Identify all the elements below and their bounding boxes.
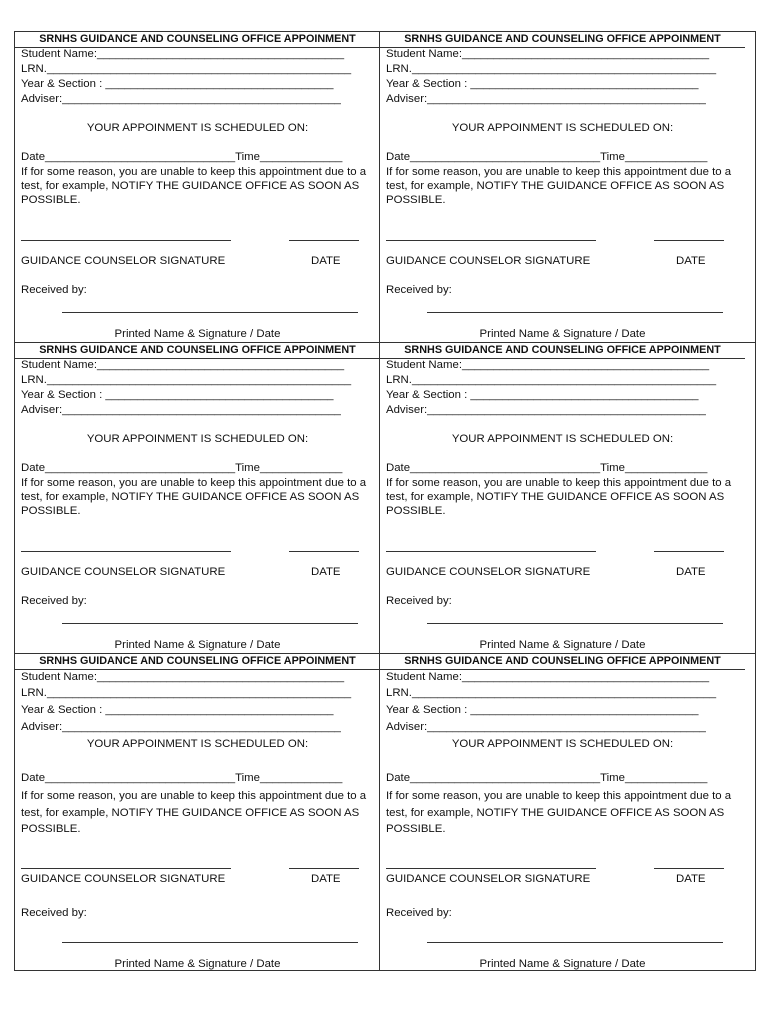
date-time-field: Date______________________________Time_____________ bbox=[386, 462, 708, 474]
student-name-field: Student Name:_______________________________________ bbox=[21, 359, 345, 371]
adviser-field: Adviser:____________________________________________ bbox=[21, 93, 341, 105]
adviser-field: Adviser:____________________________________________ bbox=[386, 93, 706, 105]
scheduled-heading: YOUR APPOINMENT IS SCHEDULED ON: bbox=[86, 122, 309, 134]
received-by-label: Received by: bbox=[21, 907, 87, 919]
date-line bbox=[289, 551, 359, 552]
year-section-field: Year & Section : ____________________________________ bbox=[21, 389, 334, 401]
date-line bbox=[654, 551, 724, 552]
adviser-field: Adviser:____________________________________________ bbox=[386, 721, 706, 733]
year-section-field: Year & Section : ____________________________________ bbox=[21, 704, 334, 716]
notice-text: If for some reason, you are unable to keep this appointment due to a test, for example, NOTIFY THE GUIDANCE OFFICE AS SOON AS POSSIBLE. bbox=[386, 166, 732, 206]
date-line bbox=[654, 240, 724, 241]
appointment-slip bbox=[15, 654, 380, 970]
date-line bbox=[289, 868, 359, 869]
notice-text: If for some reason, you are unable to keep this appointment due to a test, for example, NOTIFY THE GUIDANCE OFFICE AS SOON AS POSSIBLE. bbox=[21, 477, 367, 517]
lrn-field: LRN.________________________________________________ bbox=[21, 687, 352, 699]
printed-name-line bbox=[62, 623, 358, 624]
slip-header: SRNHS GUIDANCE AND COUNSELING OFFICE APPOINMENT bbox=[15, 343, 380, 359]
adviser-field: Adviser:____________________________________________ bbox=[21, 721, 341, 733]
received-by-label: Received by: bbox=[21, 284, 87, 296]
counselor-signature-label: GUIDANCE COUNSELOR SIGNATURE bbox=[386, 873, 591, 885]
lrn-field: LRN.________________________________________________ bbox=[386, 63, 717, 75]
scheduled-heading: YOUR APPOINMENT IS SCHEDULED ON: bbox=[451, 122, 674, 134]
slip-header: SRNHS GUIDANCE AND COUNSELING OFFICE APPOINMENT bbox=[380, 654, 745, 670]
scheduled-heading: YOUR APPOINMENT IS SCHEDULED ON: bbox=[451, 738, 674, 750]
year-section-field: Year & Section : ____________________________________ bbox=[386, 389, 699, 401]
notice-text: If for some reason, you are unable to keep this appointment due to a test, for example, NOTIFY THE GUIDANCE OFFICE AS SOON AS POSSIBLE. bbox=[21, 790, 367, 835]
lrn-field: LRN.________________________________________________ bbox=[21, 374, 352, 386]
printed-name-label: Printed Name & Signature / Date bbox=[479, 958, 646, 970]
date-time-field: Date______________________________Time_____________ bbox=[21, 772, 343, 784]
lrn-field: LRN.________________________________________________ bbox=[386, 687, 717, 699]
counselor-signature-label: GUIDANCE COUNSELOR SIGNATURE bbox=[21, 566, 226, 578]
counselor-signature-label: GUIDANCE COUNSELOR SIGNATURE bbox=[386, 255, 591, 267]
date-time-field: Date______________________________Time_____________ bbox=[21, 462, 343, 474]
printed-name-line bbox=[427, 623, 723, 624]
notice-text: If for some reason, you are unable to keep this appointment due to a test, for example, NOTIFY THE GUIDANCE OFFICE AS SOON AS POSSIBLE. bbox=[386, 477, 732, 517]
date-time-field: Date______________________________Time_____________ bbox=[386, 772, 708, 784]
slip-header: SRNHS GUIDANCE AND COUNSELING OFFICE APPOINMENT bbox=[380, 343, 745, 359]
year-section-field: Year & Section : ____________________________________ bbox=[21, 78, 334, 90]
printed-name-line bbox=[62, 312, 358, 313]
date-label: DATE bbox=[311, 255, 341, 267]
lrn-field: LRN.________________________________________________ bbox=[21, 63, 352, 75]
student-name-field: Student Name:_______________________________________ bbox=[386, 671, 710, 683]
student-name-field: Student Name:_______________________________________ bbox=[21, 48, 345, 60]
slip-header: SRNHS GUIDANCE AND COUNSELING OFFICE APPOINMENT bbox=[15, 32, 380, 48]
signature-line bbox=[386, 240, 596, 241]
received-by-label: Received by: bbox=[386, 907, 452, 919]
printed-name-line bbox=[62, 942, 358, 943]
printed-name-line bbox=[427, 942, 723, 943]
date-label: DATE bbox=[311, 566, 341, 578]
signature-line bbox=[21, 240, 231, 241]
signature-line bbox=[21, 868, 231, 869]
adviser-field: Adviser:____________________________________________ bbox=[21, 404, 341, 416]
counselor-signature-label: GUIDANCE COUNSELOR SIGNATURE bbox=[21, 255, 226, 267]
appointment-sheet bbox=[14, 31, 756, 971]
year-section-field: Year & Section : ____________________________________ bbox=[386, 704, 699, 716]
appointment-slip bbox=[15, 343, 380, 653]
printed-name-label: Printed Name & Signature / Date bbox=[114, 639, 281, 651]
student-name-field: Student Name:_______________________________________ bbox=[386, 359, 710, 371]
scheduled-heading: YOUR APPOINMENT IS SCHEDULED ON: bbox=[86, 738, 309, 750]
notice-text: If for some reason, you are unable to keep this appointment due to a test, for example, NOTIFY THE GUIDANCE OFFICE AS SOON AS POSSIBLE. bbox=[386, 790, 732, 835]
received-by-label: Received by: bbox=[21, 595, 87, 607]
student-name-field: Student Name:_______________________________________ bbox=[21, 671, 345, 683]
date-line bbox=[654, 868, 724, 869]
appointment-slip bbox=[380, 654, 745, 970]
adviser-field: Adviser:____________________________________________ bbox=[386, 404, 706, 416]
student-name-field: Student Name:_______________________________________ bbox=[386, 48, 710, 60]
date-label: DATE bbox=[676, 566, 706, 578]
date-label: DATE bbox=[676, 255, 706, 267]
date-label: DATE bbox=[311, 873, 341, 885]
counselor-signature-label: GUIDANCE COUNSELOR SIGNATURE bbox=[386, 566, 591, 578]
counselor-signature-label: GUIDANCE COUNSELOR SIGNATURE bbox=[21, 873, 226, 885]
received-by-label: Received by: bbox=[386, 284, 452, 296]
appointment-slip bbox=[15, 32, 380, 342]
signature-line bbox=[386, 868, 596, 869]
date-label: DATE bbox=[676, 873, 706, 885]
date-time-field: Date______________________________Time_____________ bbox=[386, 151, 708, 163]
printed-name-line bbox=[427, 312, 723, 313]
year-section-field: Year & Section : ____________________________________ bbox=[386, 78, 699, 90]
printed-name-label: Printed Name & Signature / Date bbox=[479, 328, 646, 340]
signature-line bbox=[21, 551, 231, 552]
printed-name-label: Printed Name & Signature / Date bbox=[114, 958, 281, 970]
lrn-field: LRN.________________________________________________ bbox=[386, 374, 717, 386]
notice-text: If for some reason, you are unable to keep this appointment due to a test, for example, NOTIFY THE GUIDANCE OFFICE AS SOON AS POSSIBLE. bbox=[21, 166, 367, 206]
scheduled-heading: YOUR APPOINMENT IS SCHEDULED ON: bbox=[451, 433, 674, 445]
date-line bbox=[289, 240, 359, 241]
slip-header: SRNHS GUIDANCE AND COUNSELING OFFICE APPOINMENT bbox=[380, 32, 745, 48]
slip-header: SRNHS GUIDANCE AND COUNSELING OFFICE APPOINMENT bbox=[15, 654, 380, 670]
received-by-label: Received by: bbox=[386, 595, 452, 607]
signature-line bbox=[386, 551, 596, 552]
appointment-slip bbox=[380, 343, 745, 653]
date-time-field: Date______________________________Time_____________ bbox=[21, 151, 343, 163]
printed-name-label: Printed Name & Signature / Date bbox=[479, 639, 646, 651]
appointment-slip bbox=[380, 32, 745, 342]
printed-name-label: Printed Name & Signature / Date bbox=[114, 328, 281, 340]
scheduled-heading: YOUR APPOINMENT IS SCHEDULED ON: bbox=[86, 433, 309, 445]
